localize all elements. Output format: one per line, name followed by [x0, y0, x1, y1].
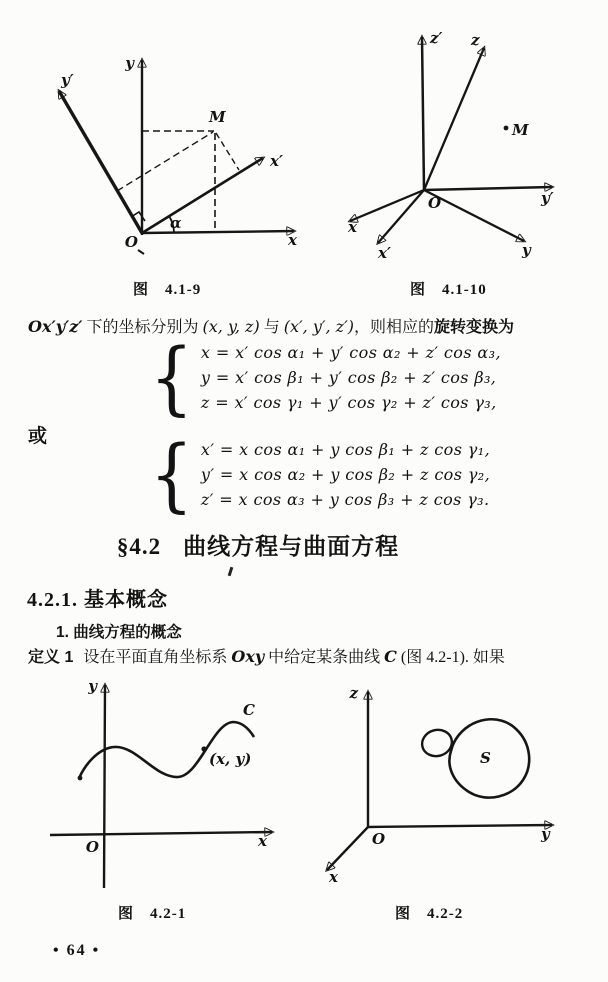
fig421-y-label: y	[88, 677, 97, 695]
definition-line	[28, 644, 505, 667]
intro-text-3: ，则相应的	[353, 319, 434, 336]
fig421-c-label: C	[243, 701, 255, 719]
fig419-ink-speck	[138, 250, 144, 254]
fig4110-x-label: x	[348, 218, 357, 236]
fig4110-z-prime-label: z′	[430, 29, 443, 47]
fig4110-y-prime-axis	[424, 187, 552, 190]
fig421-point-dot	[201, 746, 206, 751]
fig419-x-prime-label: x′	[270, 152, 283, 170]
fig419-y-prime-label: y′	[61, 71, 74, 89]
eq2-line-1: x′ = x cos α₁ + y cos β₁ + z cos γ₁,	[200, 440, 491, 459]
intro-bold-term: 旋转变换为	[433, 319, 514, 336]
fig419-m-label: M	[209, 108, 226, 126]
definition-curve-c: C	[384, 647, 397, 666]
fig422-z-label: z	[349, 684, 358, 702]
definition-frame-oxy: Oxy	[231, 647, 265, 666]
fig422-caption: 图 4.2-2	[395, 906, 464, 922]
fig419-caption: 图 4.1-9	[133, 282, 202, 298]
fig4110-y-label: y	[522, 241, 531, 259]
fig419-x-axis	[142, 231, 294, 233]
fig419-dashed-perp-x-prime	[216, 133, 239, 170]
fig421-x-axis	[50, 832, 272, 835]
figure-4-1-9	[0, 20, 310, 270]
fig4110-m-label: M	[512, 121, 529, 139]
fig419-dashed-perp-y-prime	[117, 132, 213, 191]
intro-text-2: 与	[259, 319, 284, 336]
eq1-line-3: z = x′ cos γ₁ + y′ cos γ₂ + z′ cos γ₃,	[200, 393, 497, 412]
fig419-alpha-label: α	[170, 214, 182, 232]
eq2-line-2: y′ = x cos α₂ + y cos β₂ + z cos γ₂,	[200, 465, 491, 484]
fig421-x-label: x	[258, 832, 267, 850]
equation-system-1	[146, 330, 501, 424]
definition-text-1: 设在平面直角坐标系	[83, 649, 232, 666]
eq2-line-3: z′ = x cos α₃ + y cos β₃ + z cos γ₃.	[200, 490, 490, 509]
fig422-x-label: x	[329, 868, 338, 886]
ink-speck	[228, 567, 234, 576]
definition-text-2: 中给定某条曲线	[264, 649, 385, 666]
fig4110-origin-label: O	[428, 194, 442, 212]
fig419-origin-label: O	[124, 233, 138, 251]
section-title: 曲线方程与曲面方程	[183, 533, 400, 559]
eq1-line-1: x = x′ cos α₁ + y′ cos α₂ + z′ cos α₃,	[200, 343, 501, 362]
eq2-brace: {	[149, 427, 194, 521]
list-item-1: 1. 曲线方程的概念	[56, 624, 182, 641]
fig419-y-prime-axis	[59, 91, 142, 233]
fig421-caption: 图 4.2-1	[118, 906, 187, 922]
fig4110-x-axis	[350, 190, 424, 221]
intro-paragraph	[28, 314, 514, 337]
figure-4-2-1	[0, 675, 300, 925]
fig4110-caption: 图 4.1-10	[410, 282, 487, 298]
fig421-curve-end-dot	[78, 776, 83, 781]
fig422-y-axis	[368, 825, 552, 827]
figure-4-2-2	[300, 675, 608, 925]
section-heading	[0, 528, 608, 561]
fig421-y-axis	[104, 685, 105, 888]
fig422-origin-label: O	[372, 830, 386, 848]
fig4110-m-point	[504, 126, 509, 131]
fig419-y-label: y	[125, 54, 134, 72]
definition-text-3: (图 4.2-1). 如果	[396, 649, 505, 666]
fig422-y-label: y	[541, 825, 550, 843]
page-number: • 64 •	[53, 942, 101, 959]
fig4110-z-label: z	[471, 31, 480, 49]
section-number: §4.2	[116, 534, 162, 559]
intro-text-1: 下的坐标分别为	[82, 319, 203, 336]
figure-4-1-10	[304, 10, 604, 270]
fig422-x-axis	[327, 827, 368, 870]
eq1-line-2: y = x′ cos β₁ + y′ cos β₂ + z′ cos β₃,	[200, 368, 497, 387]
fig419-x-label: x	[288, 231, 297, 249]
intro-coords-xyz: (x, y, z)	[202, 317, 260, 336]
fig421-point-label: (x, y)	[209, 750, 252, 768]
fig422-s-label: S	[480, 749, 491, 767]
intro-frame-notation: Ox′y′z′	[28, 317, 83, 336]
fig4110-y-prime-label: y′	[541, 189, 554, 207]
fig419-x-prime-axis	[142, 158, 263, 233]
or-word: 或	[28, 426, 48, 447]
definition-label: 定义 1	[28, 649, 74, 666]
fig4110-x-prime-label: x′	[378, 244, 391, 262]
fig421-origin-label: O	[85, 838, 99, 856]
fig4110-z-axis	[424, 48, 484, 190]
subsection-title: 4.2.1. 基本概念	[27, 589, 168, 611]
eq1-brace: {	[149, 330, 194, 424]
intro-coords-xyz-prime: (x′, y′, z′)	[283, 317, 354, 336]
fig4110-z-prime-axis	[422, 37, 424, 190]
fig4110-x-prime-axis	[378, 190, 424, 243]
equation-system-2	[146, 427, 491, 521]
